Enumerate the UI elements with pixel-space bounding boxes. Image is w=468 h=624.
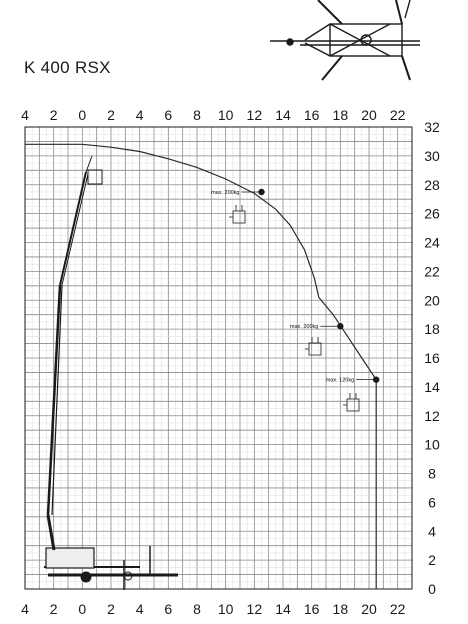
x-tick-bottom: 18 bbox=[332, 601, 349, 617]
page-title: K 400 RSX bbox=[24, 58, 111, 77]
x-tick-bottom: 16 bbox=[303, 601, 320, 617]
annotation-point bbox=[337, 323, 343, 329]
x-tick-top: 2 bbox=[49, 107, 58, 123]
x-tick-bottom: 10 bbox=[217, 601, 234, 617]
y-tick: 0 bbox=[428, 581, 436, 597]
y-tick: 16 bbox=[424, 350, 440, 366]
x-tick-top: 18 bbox=[332, 107, 349, 123]
y-tick: 20 bbox=[424, 292, 440, 309]
y-tick: 18 bbox=[424, 321, 440, 338]
x-tick-top: 10 bbox=[217, 107, 234, 123]
y-tick: 30 bbox=[424, 147, 440, 164]
x-tick-top: 6 bbox=[164, 107, 173, 123]
annotation-label: max. 200kg bbox=[211, 189, 240, 196]
y-tick: 32 bbox=[424, 119, 440, 135]
annotation-point bbox=[258, 189, 264, 195]
y-tick: 14 bbox=[424, 378, 440, 395]
x-tick-top: 4 bbox=[21, 107, 29, 123]
y-tick: 8 bbox=[428, 465, 436, 482]
annotation-label: max. 120kg bbox=[325, 377, 355, 384]
y-tick: 2 bbox=[428, 552, 436, 569]
platform-icon bbox=[305, 337, 321, 355]
y-tick: 4 bbox=[428, 523, 436, 540]
x-tick-bottom: 4 bbox=[21, 601, 29, 617]
x-tick-bottom: 6 bbox=[164, 601, 173, 617]
x-tick-top: 14 bbox=[275, 107, 291, 123]
x-tick-bottom: 4 bbox=[135, 601, 144, 617]
x-tick-top: 4 bbox=[135, 107, 144, 123]
y-tick: 12 bbox=[424, 407, 440, 424]
x-tick-bottom: 2 bbox=[107, 601, 115, 617]
x-tick-bottom: 0 bbox=[78, 601, 87, 617]
annotation-point bbox=[373, 376, 379, 382]
x-tick-bottom: 22 bbox=[389, 601, 406, 617]
x-tick-top: 20 bbox=[361, 107, 377, 123]
x-tick-bottom: 12 bbox=[246, 601, 263, 617]
x-tick-top: 16 bbox=[303, 107, 320, 123]
x-tick-bottom: 14 bbox=[275, 601, 291, 617]
y-tick: 28 bbox=[424, 176, 440, 193]
x-tick-bottom: 2 bbox=[49, 601, 58, 617]
platform-icon bbox=[343, 393, 359, 411]
outrigger-top-view bbox=[270, 0, 420, 80]
x-tick-top: 12 bbox=[246, 107, 263, 123]
y-tick: 6 bbox=[428, 494, 436, 511]
x-tick-top: 0 bbox=[78, 107, 87, 123]
y-tick: 22 bbox=[424, 263, 440, 280]
x-tick-top: 22 bbox=[389, 107, 406, 123]
y-tick: 10 bbox=[424, 436, 440, 453]
y-tick: 24 bbox=[424, 234, 440, 251]
annotation-label: max. 200kg bbox=[289, 324, 319, 331]
x-tick-top: 8 bbox=[193, 107, 201, 123]
x-tick-bottom: 20 bbox=[361, 601, 377, 617]
x-tick-bottom: 8 bbox=[193, 601, 201, 617]
y-tick: 26 bbox=[424, 205, 440, 222]
x-tick-top: 2 bbox=[107, 107, 115, 123]
